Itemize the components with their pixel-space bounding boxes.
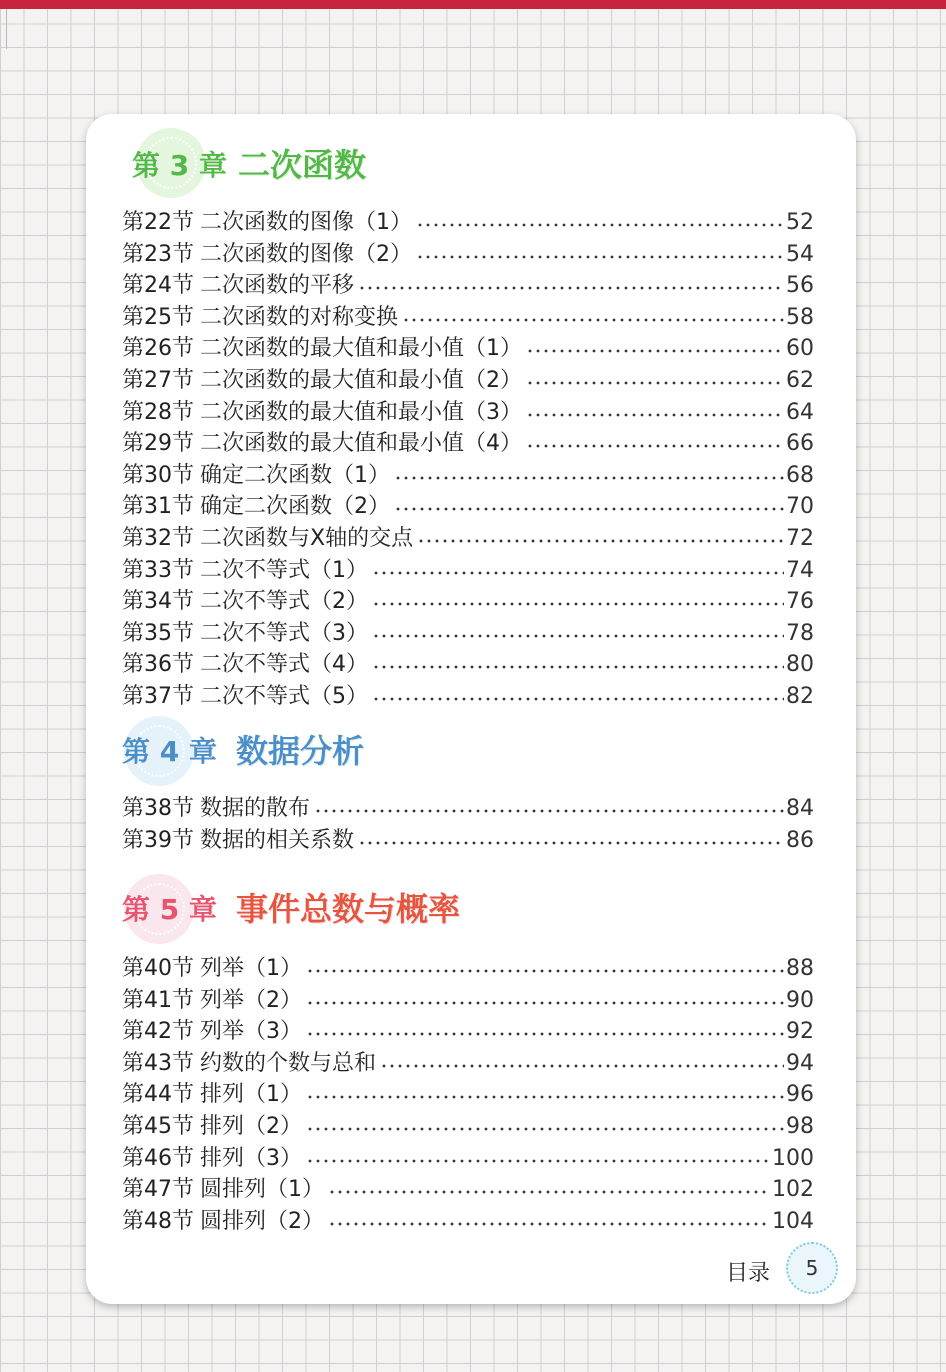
page-number: 74 (786, 557, 814, 583)
dot-leader (394, 475, 784, 481)
toc-entry[interactable] (122, 398, 814, 428)
toc-entry[interactable] (122, 587, 814, 617)
section-number: 第40节 (122, 956, 194, 981)
section-number: 第27节 (122, 368, 194, 393)
section-number: 第29节 (122, 431, 194, 457)
toc-card (86, 114, 856, 1304)
dot-leader (306, 1126, 784, 1132)
section-number: 第42节 (122, 1019, 194, 1045)
section-title: 排列（2） (200, 1114, 302, 1139)
section-title: 列举（1） (200, 956, 302, 981)
toc-entry[interactable] (122, 1144, 814, 1174)
footer-label: 目录 (726, 1261, 771, 1286)
page-number: 94 (786, 1050, 814, 1076)
section-title: 二次函数的图像（1） (200, 210, 412, 235)
dot-leader (526, 380, 784, 386)
section-number: 第23节 (122, 241, 194, 267)
page-number: 98 (786, 1114, 814, 1139)
toc-entry[interactable] (122, 429, 814, 459)
toc-entry[interactable] (122, 682, 814, 712)
dot-leader (306, 1094, 784, 1100)
section-title: 二次不等式（3） (200, 620, 368, 646)
section-title: 二次不等式（1） (200, 557, 368, 583)
page-number: 86 (786, 827, 814, 853)
section-number: 第34节 (122, 589, 194, 615)
page-number: 62 (786, 368, 814, 393)
chapter-number: 第 4 章 (122, 735, 217, 768)
toc-entry[interactable] (122, 303, 814, 333)
toc-entry[interactable] (122, 619, 814, 649)
toc-entry[interactable] (122, 208, 814, 238)
section-number: 第24节 (122, 273, 194, 299)
section-title: 数据的相关系数 (200, 827, 355, 853)
page-number: 100 (772, 1145, 814, 1171)
dot-leader (380, 1063, 784, 1069)
section-title: 列举（3） (200, 1019, 302, 1045)
section-number: 第39节 (122, 827, 194, 853)
toc-entry[interactable] (122, 826, 814, 856)
section-number: 第46节 (122, 1145, 194, 1171)
section-number: 第38节 (122, 796, 194, 821)
dot-leader (526, 443, 784, 449)
toc-entry[interactable] (122, 1017, 814, 1047)
page-number: 104 (772, 1208, 814, 1234)
page-number: 90 (786, 987, 814, 1013)
page-number: 88 (786, 956, 814, 981)
toc-entry[interactable] (122, 1112, 814, 1142)
page-number: 68 (786, 462, 814, 488)
section-title: 二次不等式（2） (200, 589, 368, 615)
section-title: 排列（3） (200, 1145, 302, 1171)
section-title: 二次不等式（4） (200, 652, 368, 678)
section-title: 数据的散布 (200, 796, 311, 821)
section-title: 二次函数的图像（2） (200, 241, 412, 267)
section-number: 第30节 (122, 462, 194, 488)
toc-entry[interactable] (122, 524, 814, 554)
section-number: 第25节 (122, 304, 194, 330)
page-number: 58 (786, 304, 814, 330)
toc-entry[interactable] (122, 650, 814, 680)
section-number: 第47节 (122, 1177, 194, 1203)
section-title: 二次函数的对称变换 (200, 304, 399, 330)
page-number: 66 (786, 431, 814, 457)
page-number-badge (786, 1242, 838, 1294)
dot-leader (306, 968, 784, 974)
page-number: 84 (786, 796, 814, 821)
section-title: 确定二次函数（1） (200, 462, 390, 488)
page-number: 78 (786, 620, 814, 646)
section-title: 二次函数与X轴的交点 (200, 526, 414, 551)
section-number: 第43节 (122, 1050, 194, 1076)
chapter-number: 第 5 章 (122, 893, 217, 926)
top-strip (0, 0, 946, 9)
toc-entry[interactable] (122, 334, 814, 364)
page-number: 54 (786, 241, 814, 267)
section-title: 二次函数的平移 (200, 273, 355, 299)
section-title: 圆排列（1） (200, 1177, 324, 1203)
section-title: 二次函数的最大值和最小值（3） (200, 399, 522, 425)
section-number: 第26节 (122, 336, 194, 362)
dot-leader (358, 285, 784, 291)
toc-entry[interactable] (122, 240, 814, 270)
section-number: 第37节 (122, 684, 194, 709)
section-number: 第44节 (122, 1082, 194, 1108)
section-title: 二次函数的最大值和最小值（1） (200, 336, 522, 362)
dot-leader (372, 696, 784, 702)
dot-leader (526, 412, 784, 418)
page-number: 64 (786, 399, 814, 425)
page-number: 96 (786, 1082, 814, 1108)
dot-leader (372, 570, 784, 576)
page-number: 76 (786, 589, 814, 615)
dot-leader (306, 1031, 784, 1037)
section-number: 第32节 (122, 526, 194, 551)
dot-leader (394, 506, 784, 512)
page-number: 56 (786, 273, 814, 299)
toc-entry[interactable] (122, 986, 814, 1016)
dot-leader (417, 538, 784, 544)
dot-leader (372, 633, 784, 639)
toc-entry[interactable] (122, 271, 814, 301)
dot-leader (358, 840, 784, 846)
dot-leader (372, 601, 784, 607)
section-number: 第35节 (122, 620, 194, 646)
page-number: 70 (786, 494, 814, 520)
section-title: 排列（1） (200, 1082, 302, 1108)
chapter-title: 数据分析 (236, 732, 365, 770)
dot-leader (372, 664, 784, 670)
page-number: 80 (786, 652, 814, 678)
section-number: 第31节 (122, 494, 194, 520)
section-title: 圆排列（2） (200, 1208, 324, 1234)
dot-leader (416, 254, 784, 260)
toc-entry[interactable] (122, 1175, 814, 1205)
chapter-title: 事件总数与概率 (236, 890, 461, 928)
toc-entry[interactable] (122, 1049, 814, 1079)
page-number: 5 (805, 1256, 819, 1280)
section-title: 确定二次函数（2） (200, 494, 390, 520)
toc-entry[interactable] (122, 556, 814, 586)
section-title: 二次不等式（5） (200, 684, 368, 709)
toc-entry[interactable] (122, 366, 814, 396)
dot-leader (306, 1000, 784, 1006)
dot-leader (416, 222, 784, 228)
dot-leader (314, 808, 784, 814)
section-title: 二次函数的最大值和最小值（4） (200, 431, 522, 457)
dot-leader (402, 317, 784, 323)
page-number: 102 (772, 1177, 814, 1203)
toc-entry[interactable] (122, 461, 814, 491)
section-number: 第45节 (122, 1114, 194, 1139)
toc-entry[interactable] (122, 1207, 814, 1237)
section-number: 第28节 (122, 399, 194, 425)
dot-leader (328, 1221, 770, 1227)
section-number: 第33节 (122, 557, 194, 583)
toc-entry[interactable] (122, 954, 814, 984)
page-number: 92 (786, 1019, 814, 1045)
page-edge (0, 9, 7, 49)
section-number: 第36节 (122, 652, 194, 678)
section-title: 约数的个数与总和 (200, 1050, 377, 1076)
section-number: 第41节 (122, 987, 194, 1013)
dot-leader (328, 1189, 770, 1195)
section-title: 列举（2） (200, 987, 302, 1013)
chapter-number: 第 3 章 (132, 149, 227, 182)
page-number: 82 (786, 684, 814, 709)
section-number: 第22节 (122, 210, 194, 235)
toc-entry[interactable] (122, 492, 814, 522)
page-number: 52 (786, 210, 814, 235)
dot-leader (526, 348, 784, 354)
chapter-title: 二次函数 (238, 146, 367, 184)
dot-leader (306, 1158, 770, 1164)
toc-entry[interactable] (122, 794, 814, 824)
toc-entry[interactable] (122, 1080, 814, 1110)
page-number: 72 (786, 526, 814, 551)
section-title: 二次函数的最大值和最小值（2） (200, 368, 522, 393)
page-number: 60 (786, 336, 814, 362)
section-number: 第48节 (122, 1208, 194, 1234)
